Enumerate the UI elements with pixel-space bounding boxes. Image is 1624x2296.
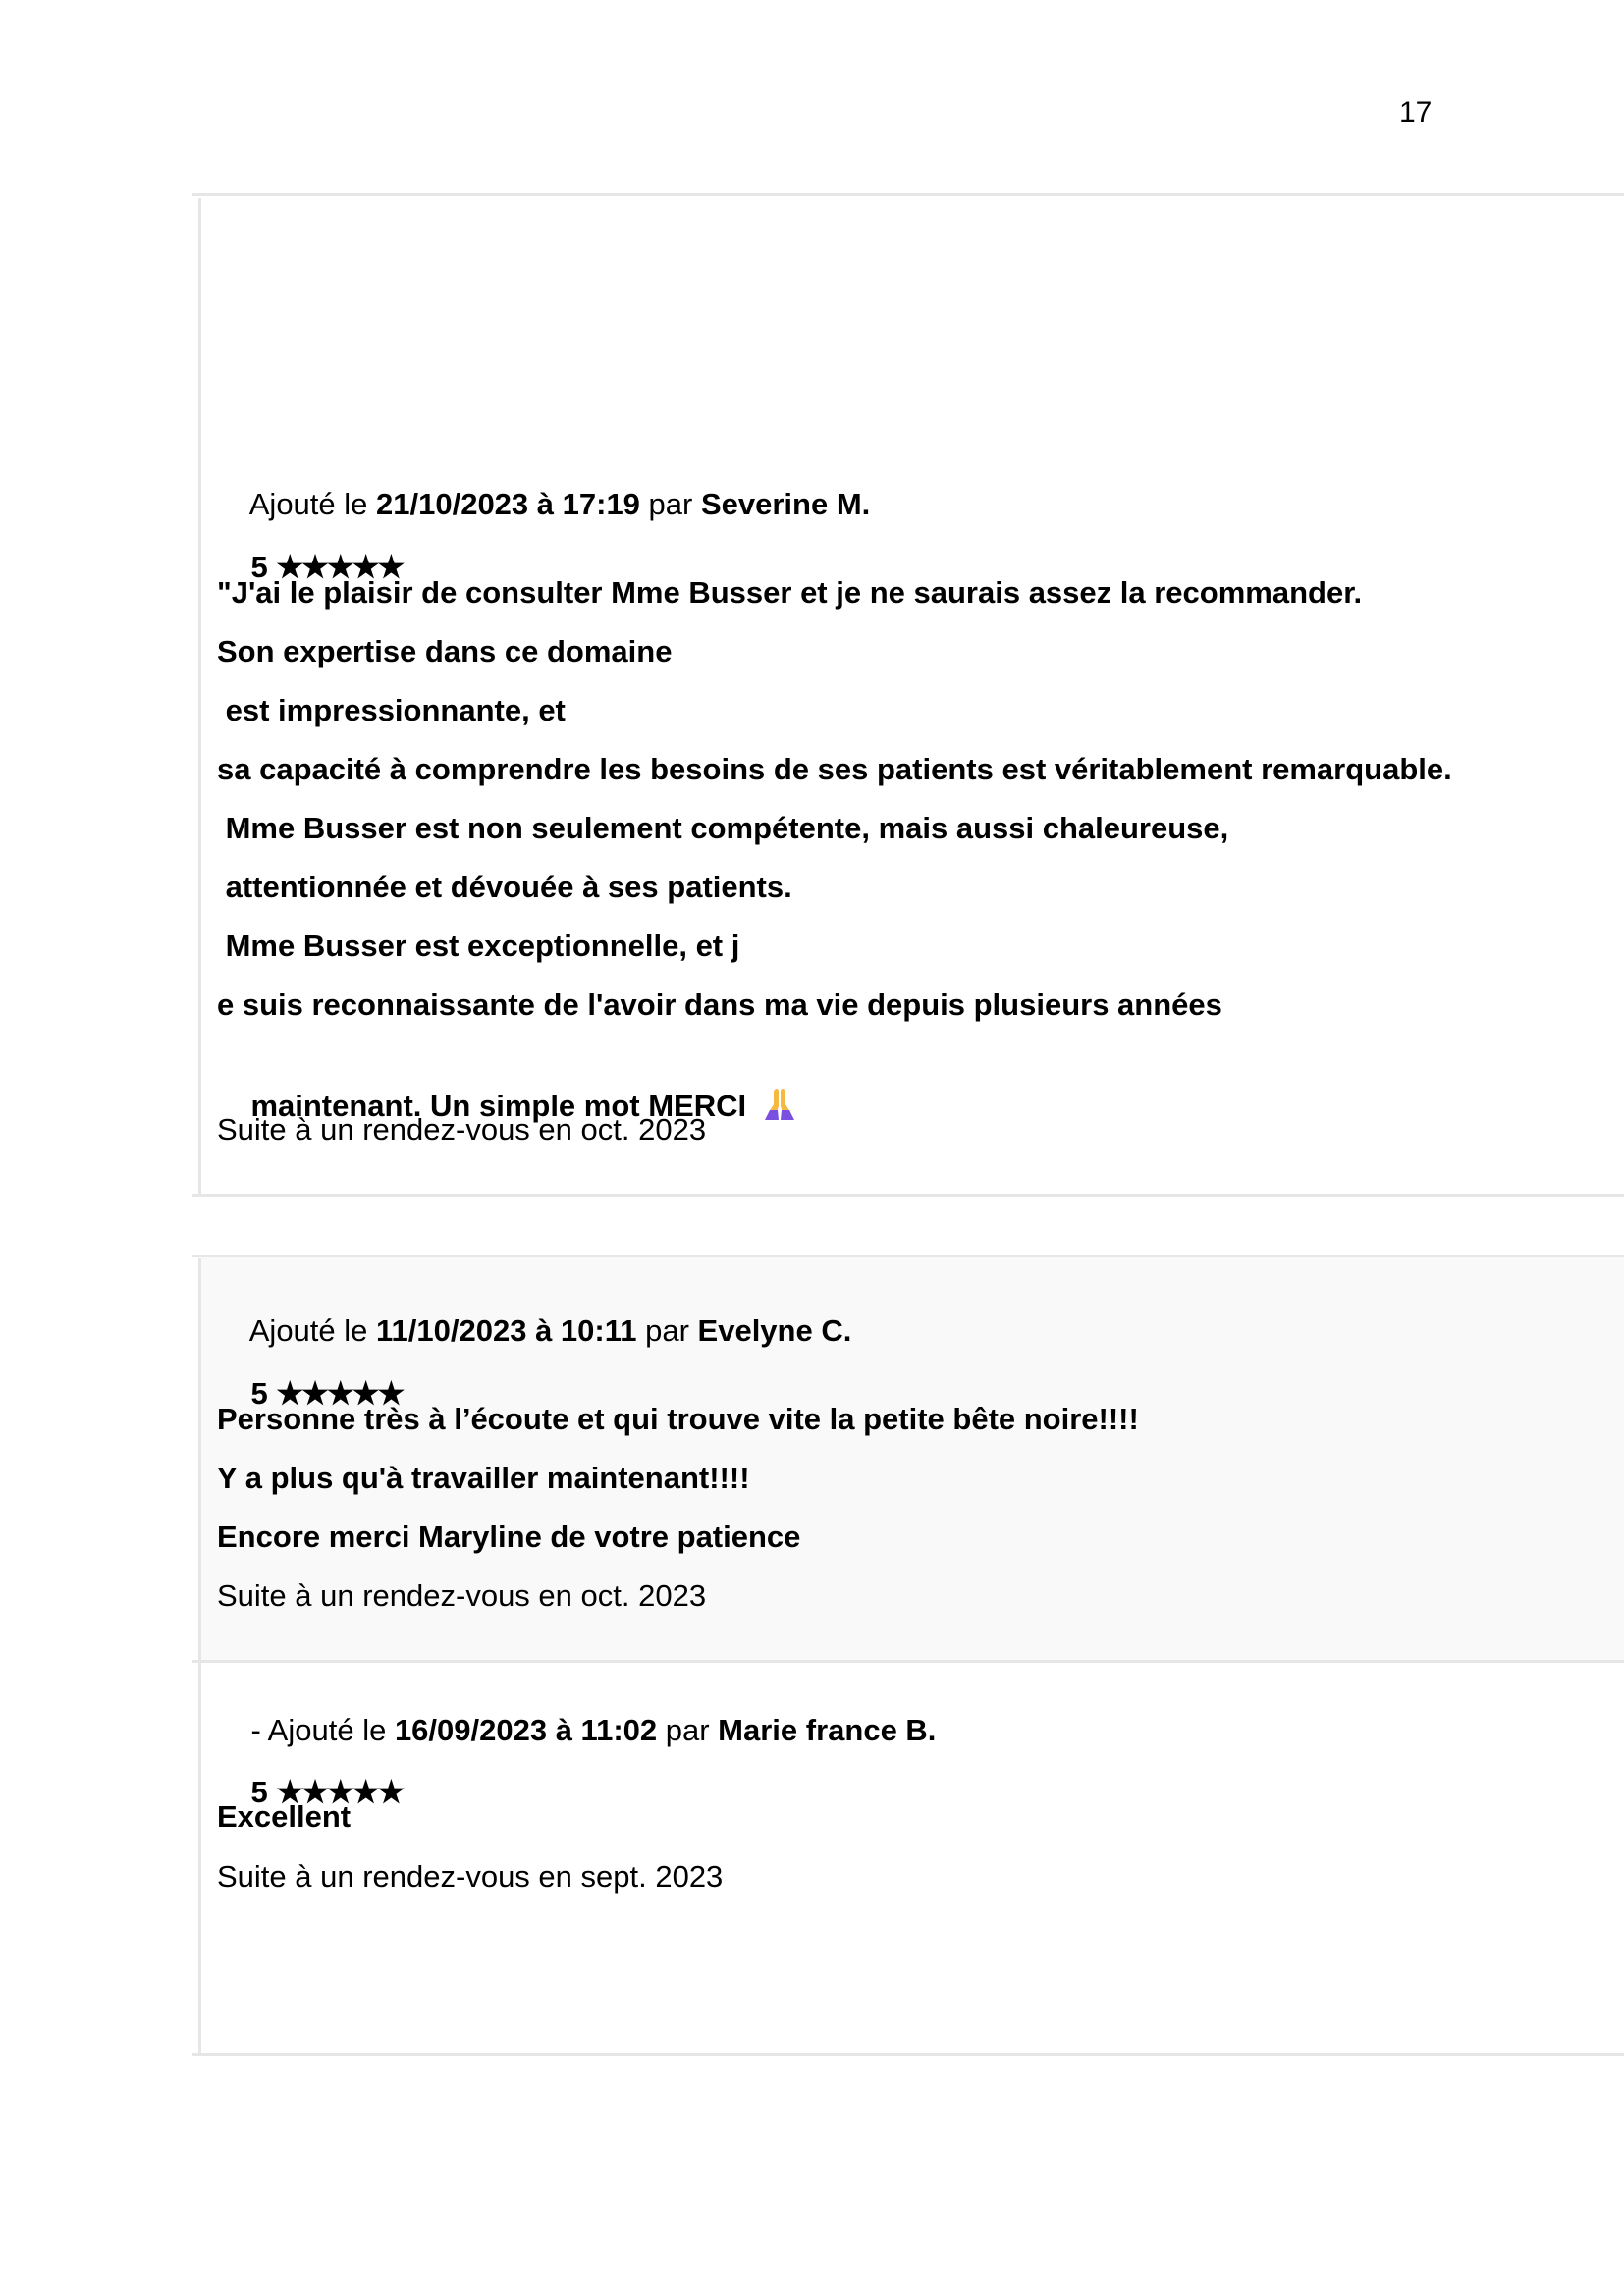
review-text-line: Y a plus qu'à travailler maintenant!!!!	[217, 1461, 750, 1495]
review-author: Marie france B.	[718, 1713, 937, 1747]
card-2-left-border	[198, 1258, 201, 1661]
page-number: 17	[1399, 96, 1433, 129]
review-header: Ajouté le 21/10/2023 à 17:19 par Severine M.	[248, 487, 871, 521]
review-header: - Ajouté le 16/09/2023 à 11:02 par Marie france B.	[250, 1713, 937, 1747]
review-author: Severine M.	[700, 487, 871, 521]
review-text-line: Son expertise dans ce domaine	[217, 634, 673, 668]
card-2-top-border	[192, 1255, 1624, 1257]
review-rating: 5 ★★★★★	[250, 1376, 404, 1411]
card-1-top-border	[192, 193, 1624, 196]
review-author: Evelyne C.	[697, 1313, 852, 1348]
review-datetime: 21/10/2023 à 17:19	[376, 487, 640, 521]
review-text-line: Mme Busser est exceptionnelle, et j	[217, 929, 740, 963]
review-text-line: Mme Busser est non seulement compétente, mais aussi chaleureuse,	[217, 811, 1229, 845]
review-footer: Suite à un rendez-vous en oct. 2023	[217, 1112, 707, 1147]
review-text-line: est impressionnante, et	[217, 693, 566, 727]
folded-hands-icon	[763, 1087, 796, 1122]
review-datetime: 11/10/2023 à 10:11	[376, 1313, 637, 1348]
review-text-line: sa capacité à comprendre les besoins de ses patients est véritablement remarquable.	[217, 752, 1452, 786]
review-text-line: e suis reconnaissante de l'avoir dans ma vie depuis plusieurs années	[217, 988, 1222, 1022]
review-footer: Suite à un rendez-vous en sept. 2023	[217, 1859, 724, 1894]
review-datetime: 16/09/2023 à 11:02	[394, 1713, 658, 1747]
review-text-line: maintenant. Un simple mot MERCI	[217, 1051, 796, 1159]
card-3-left-border	[198, 1663, 201, 2054]
review-text-line: Personne très à l’écoute et qui trouve vite la petite bête noire!!!!	[217, 1402, 1139, 1436]
card-1-left-border	[198, 198, 201, 1196]
review-header: Ajouté le 11/10/2023 à 10:11 par Evelyne C.	[248, 1313, 852, 1348]
star-icons: ★★★★★	[276, 550, 404, 584]
review-text-line: attentionnée et dévouée à ses patients.	[217, 870, 792, 904]
review-footer: Suite à un rendez-vous en oct. 2023	[217, 1578, 707, 1613]
review-text-line: "J'ai le plaisir de consulter Mme Busser et je ne saurais assez la recommander.	[217, 575, 1363, 610]
star-icons: ★★★★★	[276, 1376, 404, 1411]
card-1-bottom-border	[192, 1194, 1624, 1197]
review-rating: 5 ★★★★★	[250, 550, 404, 584]
review-text-line: Excellent	[217, 1799, 352, 1834]
card-separator	[192, 1660, 1624, 1663]
review-rating: 5 ★★★★★	[250, 1775, 404, 1809]
star-icons: ★★★★★	[276, 1775, 404, 1809]
card-3-bottom-border	[192, 2053, 1624, 2056]
review-text-line: Encore merci Maryline de votre patience	[217, 1520, 801, 1554]
